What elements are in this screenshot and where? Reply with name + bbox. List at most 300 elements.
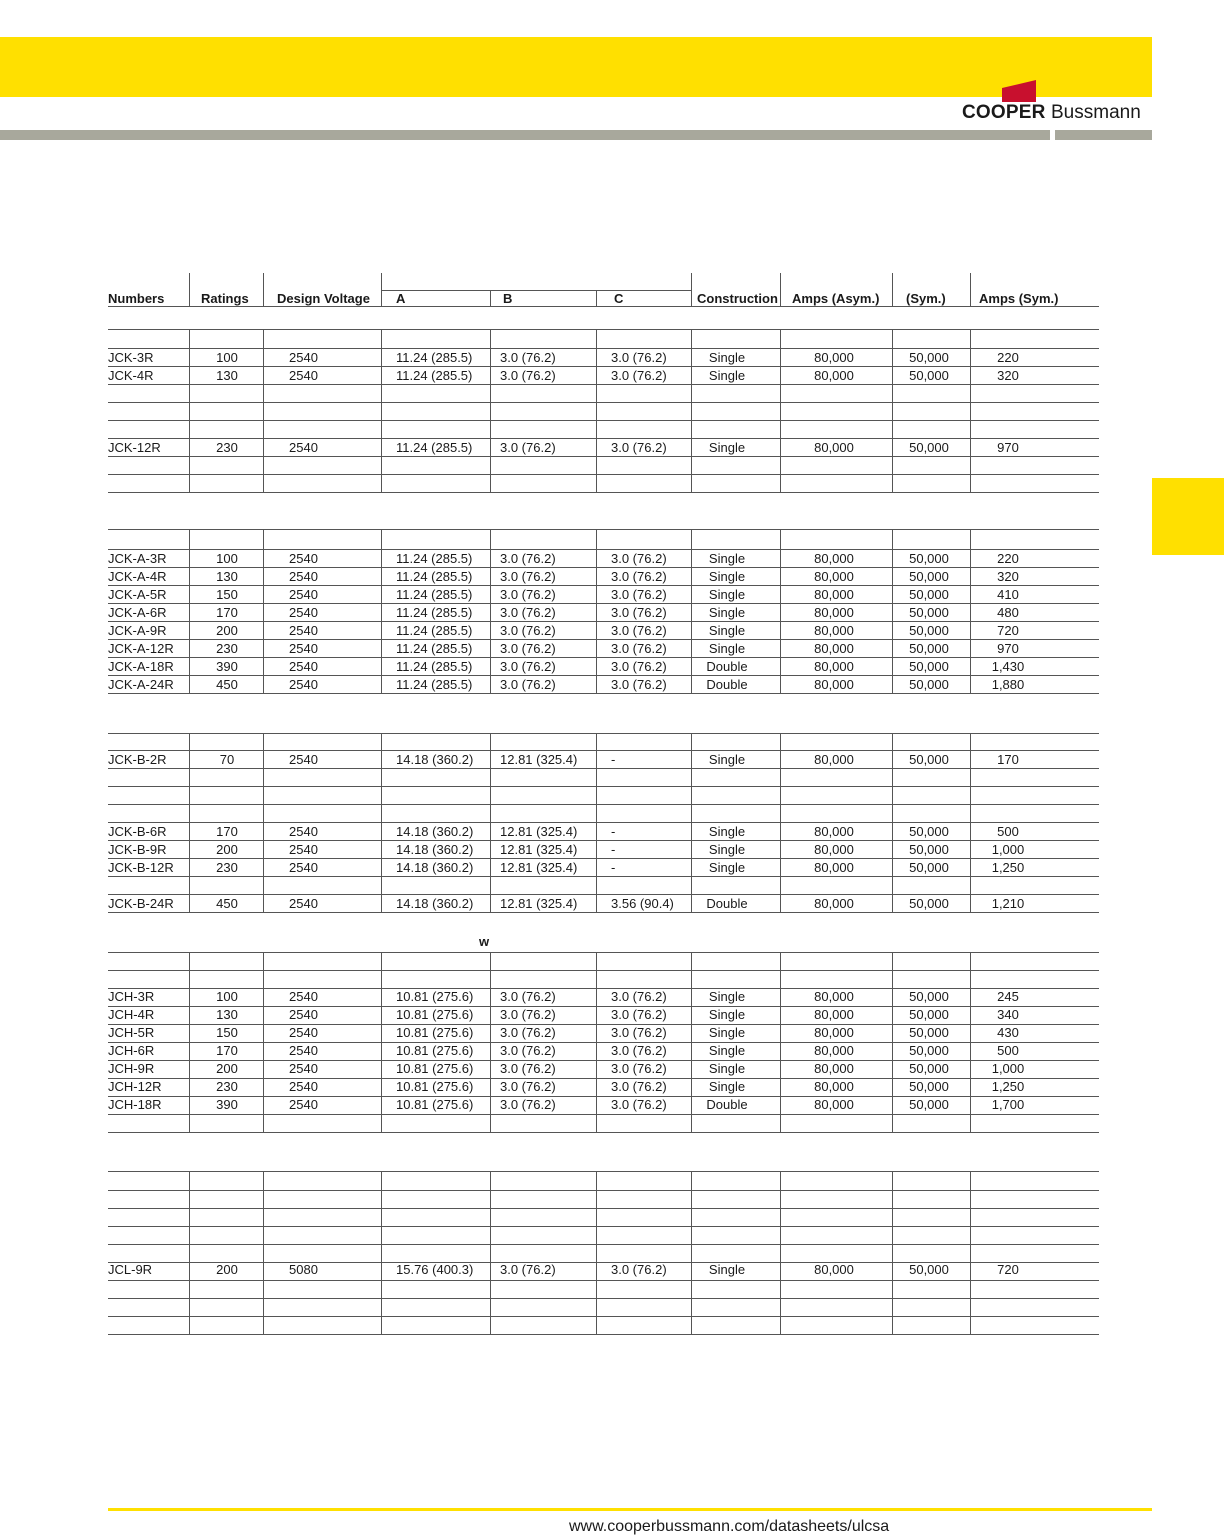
column-divider xyxy=(970,273,971,306)
ir-sym-cell: 50,000 xyxy=(909,659,949,674)
ir-asym-cell: 80,000 xyxy=(814,569,854,584)
dim-c-cell: 3.0 (76.2) xyxy=(611,989,667,1004)
dim-c-cell: - xyxy=(611,752,616,767)
construction-cell: Single xyxy=(708,440,746,455)
construction-cell: Single xyxy=(708,350,746,365)
ir-asym-cell: 80,000 xyxy=(814,824,854,839)
dim-a-cell: 11.24 (285.5) xyxy=(396,368,473,383)
ir-asym-cell: 80,000 xyxy=(814,1007,854,1022)
ir-asym-cell: 80,000 xyxy=(814,605,854,620)
dim-c-cell: 3.0 (76.2) xyxy=(611,1097,667,1112)
table-rule xyxy=(108,1190,1099,1191)
dim-b-cell: 3.0 (76.2) xyxy=(500,605,556,620)
ir-sym-cell: 50,000 xyxy=(909,989,949,1004)
dim-b-cell: 3.0 (76.2) xyxy=(500,623,556,638)
construction-cell: Single xyxy=(708,641,746,656)
i2t-value-cell: 1,000 xyxy=(991,1061,1025,1076)
dim-a-cell: 10.81 (275.6) xyxy=(396,1097,474,1112)
design-voltage-cell: 2540 xyxy=(289,659,318,674)
design-voltage-cell: 2540 xyxy=(289,605,318,620)
catalog-number-cell: JCK-3R xyxy=(108,350,154,365)
table-rule xyxy=(108,529,1099,530)
dim-b-cell: 3.0 (76.2) xyxy=(500,1007,556,1022)
ampere-rating-cell: 200 xyxy=(216,1061,238,1076)
i2t-value-cell: 320 xyxy=(997,368,1019,383)
design-voltage-cell: 2540 xyxy=(289,1025,318,1040)
ampere-rating-cell: 100 xyxy=(216,350,238,365)
table-rule xyxy=(108,840,1099,841)
column-divider xyxy=(780,1171,781,1334)
column-divider xyxy=(691,273,692,306)
ir-sym-cell: 50,000 xyxy=(909,752,949,767)
ir-sym-cell: 50,000 xyxy=(909,1079,949,1094)
dim-a-cell: 10.81 (275.6) xyxy=(396,1061,474,1076)
ampere-rating-cell: 230 xyxy=(216,641,238,656)
dim-c-cell: 3.0 (76.2) xyxy=(611,587,667,602)
table-rule xyxy=(108,438,1099,439)
ir-asym-cell: 80,000 xyxy=(814,440,854,455)
ir-sym-cell: 50,000 xyxy=(909,1262,949,1277)
table-rule xyxy=(108,402,1099,403)
dim-c-cell: 3.0 (76.2) xyxy=(611,551,667,566)
catalog-number-cell: JCH-18R xyxy=(108,1097,162,1112)
logo-bussmann-text: Bussmann xyxy=(1051,102,1141,123)
ir-sym-cell: 50,000 xyxy=(909,842,949,857)
ir-asym-cell: 80,000 xyxy=(814,989,854,1004)
dim-b-cell: 3.0 (76.2) xyxy=(500,368,556,383)
dim-b-cell: 12.81 (325.4) xyxy=(500,842,578,857)
ir-asym-cell: 80,000 xyxy=(814,1061,854,1076)
ir-asym-cell: 80,000 xyxy=(814,896,854,911)
dim-b-cell: 3.0 (76.2) xyxy=(500,569,556,584)
ir-asym-cell: 80,000 xyxy=(814,1079,854,1094)
i2t-value-cell: 500 xyxy=(997,824,1019,839)
column-divider xyxy=(490,529,491,693)
catalog-number-cell: JCK-A-18R xyxy=(108,659,174,674)
construction-cell: Single xyxy=(708,368,746,383)
ampere-rating-cell: 200 xyxy=(216,623,238,638)
ir-sym-cell: 50,000 xyxy=(909,896,949,911)
dim-c-cell: 3.56 (90.4) xyxy=(611,896,674,911)
design-voltage-cell: 2540 xyxy=(289,569,318,584)
construction-cell: Single xyxy=(708,605,746,620)
column-divider xyxy=(263,1171,264,1334)
table-rule xyxy=(108,639,1099,640)
i2t-value-cell: 220 xyxy=(997,350,1019,365)
ir-sym-cell: 50,000 xyxy=(909,1097,949,1112)
design-voltage-cell: 2540 xyxy=(289,1061,318,1076)
dim-c-cell: 3.0 (76.2) xyxy=(611,1262,667,1277)
logo-cooper-text: COOPER xyxy=(962,102,1046,123)
catalog-number-cell: JCH-3R xyxy=(108,989,155,1004)
header-construction: Construction xyxy=(697,291,778,306)
construction-cell: Single xyxy=(708,569,746,584)
construction-cell: Single xyxy=(708,860,746,875)
construction-cell: Double xyxy=(706,1097,748,1112)
dim-c-cell: - xyxy=(611,860,616,875)
ir-asym-cell: 80,000 xyxy=(814,1097,854,1112)
table-rule xyxy=(108,952,1099,953)
design-voltage-cell: 2540 xyxy=(289,350,318,365)
ir-asym-cell: 80,000 xyxy=(814,659,854,674)
dim-b-cell: 3.0 (76.2) xyxy=(500,440,556,455)
catalog-number-cell: JCK-A-3R xyxy=(108,551,167,566)
ampere-rating-cell: 100 xyxy=(216,551,238,566)
dim-c-cell: 3.0 (76.2) xyxy=(611,659,667,674)
table-rule xyxy=(108,420,1099,421)
i2t-value-cell: 970 xyxy=(997,440,1019,455)
table-rule xyxy=(108,1280,1099,1281)
table-rule xyxy=(108,585,1099,586)
column-divider xyxy=(691,1171,692,1334)
column-divider xyxy=(596,733,597,912)
dim-c-cell: 3.0 (76.2) xyxy=(611,623,667,638)
i2t-value-cell: 340 xyxy=(997,1007,1019,1022)
column-divider xyxy=(490,952,491,1132)
column-divider xyxy=(970,1171,971,1334)
column-divider xyxy=(490,290,491,306)
design-voltage-cell: 2540 xyxy=(289,860,318,875)
dim-b-cell: 3.0 (76.2) xyxy=(500,1061,556,1076)
i2t-value-cell: 220 xyxy=(997,551,1019,566)
dim-a-cell: 10.81 (275.6) xyxy=(396,989,474,1004)
design-voltage-cell: 2540 xyxy=(289,1079,318,1094)
construction-cell: Single xyxy=(708,1025,746,1040)
ampere-rating-cell: 200 xyxy=(216,1262,238,1277)
dim-b-cell: 12.81 (325.4) xyxy=(500,752,578,767)
ir-sym-cell: 50,000 xyxy=(909,641,949,656)
design-voltage-cell: 2540 xyxy=(289,587,318,602)
dim-a-cell: 10.81 (275.6) xyxy=(396,1007,474,1022)
ampere-rating-cell: 230 xyxy=(216,440,238,455)
table-rule xyxy=(108,786,1099,787)
ir-sym-cell: 50,000 xyxy=(909,605,949,620)
construction-cell: Single xyxy=(708,1061,746,1076)
i2t-value-cell: 320 xyxy=(997,569,1019,584)
ir-asym-cell: 80,000 xyxy=(814,551,854,566)
ir-sym-cell: 50,000 xyxy=(909,677,949,692)
ir-asym-cell: 80,000 xyxy=(814,350,854,365)
ir-asym-cell: 80,000 xyxy=(814,677,854,692)
dim-c-cell: - xyxy=(611,842,616,857)
ir-sym-cell: 50,000 xyxy=(909,1025,949,1040)
construction-cell: Single xyxy=(708,551,746,566)
design-voltage-cell: 2540 xyxy=(289,677,318,692)
ampere-rating-cell: 450 xyxy=(216,896,238,911)
ir-sym-cell: 50,000 xyxy=(909,551,949,566)
ampere-rating-cell: 390 xyxy=(216,659,238,674)
dim-a-cell: 10.81 (275.6) xyxy=(396,1043,474,1058)
ir-asym-cell: 80,000 xyxy=(814,368,854,383)
ampere-rating-cell: 130 xyxy=(216,1007,238,1022)
design-voltage-cell: 2540 xyxy=(289,551,318,566)
i2t-value-cell: 410 xyxy=(997,587,1019,602)
ir-asym-cell: 80,000 xyxy=(814,587,854,602)
dim-a-cell: 10.81 (275.6) xyxy=(396,1079,474,1094)
construction-cell: Single xyxy=(708,1262,746,1277)
table-rule xyxy=(108,912,1099,913)
i2t-value-cell: 720 xyxy=(997,623,1019,638)
dim-b-cell: 3.0 (76.2) xyxy=(500,551,556,566)
ampere-rating-cell: 170 xyxy=(216,824,238,839)
catalog-number-cell: JCK-B-24R xyxy=(108,896,174,911)
ampere-rating-cell: 130 xyxy=(216,569,238,584)
catalog-number-cell: JCK-A-12R xyxy=(108,641,174,656)
ir-sym-cell: 50,000 xyxy=(909,440,949,455)
i2t-value-cell: 1,700 xyxy=(991,1097,1025,1112)
ir-asym-cell: 80,000 xyxy=(814,842,854,857)
column-divider xyxy=(490,733,491,912)
ir-asym-cell: 80,000 xyxy=(814,860,854,875)
catalog-number-cell: JCK-A-9R xyxy=(108,623,167,638)
table-rule xyxy=(108,603,1099,604)
header-amps-asym: Amps (Asym.) xyxy=(792,291,880,306)
dim-c-cell: 3.0 (76.2) xyxy=(611,1061,667,1076)
column-divider xyxy=(189,1171,190,1334)
dim-a-cell: 14.18 (360.2) xyxy=(396,752,474,767)
table-rule xyxy=(108,456,1099,457)
design-voltage-cell: 2540 xyxy=(289,752,318,767)
i2t-value-cell: 720 xyxy=(997,1262,1019,1277)
design-voltage-cell: 2540 xyxy=(289,842,318,857)
column-divider xyxy=(263,273,264,306)
dim-b-cell: 3.0 (76.2) xyxy=(500,1262,556,1277)
ir-sym-cell: 50,000 xyxy=(909,623,949,638)
design-voltage-cell: 2540 xyxy=(289,1007,318,1022)
dim-a-cell: 14.18 (360.2) xyxy=(396,896,474,911)
dim-c-cell: 3.0 (76.2) xyxy=(611,1043,667,1058)
dim-c-cell: 3.0 (76.2) xyxy=(611,1079,667,1094)
table-rule xyxy=(108,804,1099,805)
dim-b-cell: 3.0 (76.2) xyxy=(500,989,556,1004)
header-a: A xyxy=(396,291,406,306)
catalog-number-cell: JCK-A-6R xyxy=(108,605,167,620)
table-rule xyxy=(108,876,1099,877)
catalog-number-cell: JCH-5R xyxy=(108,1025,155,1040)
table-rule xyxy=(108,366,1099,367)
column-divider xyxy=(596,329,597,492)
construction-cell: Double xyxy=(706,677,748,692)
ir-sym-cell: 50,000 xyxy=(909,860,949,875)
table-rule xyxy=(108,549,1099,550)
ir-sym-cell: 50,000 xyxy=(909,824,949,839)
dim-c-cell: 3.0 (76.2) xyxy=(611,677,667,692)
i2t-value-cell: 1,210 xyxy=(991,896,1025,911)
ampere-rating-cell: 70 xyxy=(219,752,235,767)
ir-asym-cell: 80,000 xyxy=(814,1262,854,1277)
dim-c-cell: 3.0 (76.2) xyxy=(611,350,667,365)
table-rule xyxy=(108,858,1099,859)
catalog-number-cell: JCH-12R xyxy=(108,1079,162,1094)
dim-a-cell: 11.24 (285.5) xyxy=(396,587,473,602)
header-sym: (Sym.) xyxy=(906,291,946,306)
ir-asym-cell: 80,000 xyxy=(814,641,854,656)
column-divider xyxy=(381,273,382,306)
table-rule xyxy=(108,1132,1099,1133)
design-voltage-cell: 5080 xyxy=(289,1262,318,1277)
table-rule xyxy=(108,657,1099,658)
catalog-number-cell: JCK-A-24R xyxy=(108,677,174,692)
footer-yellow-rule xyxy=(108,1508,1152,1511)
construction-cell: Single xyxy=(708,989,746,1004)
dim-a-cell: 11.24 (285.5) xyxy=(396,605,473,620)
column-divider xyxy=(892,1171,893,1334)
table-rule xyxy=(108,894,1099,895)
column-divider xyxy=(596,290,597,306)
dim-a-cell: 11.24 (285.5) xyxy=(396,641,473,656)
catalog-number-cell: JCK-B-2R xyxy=(108,752,167,767)
ir-asym-cell: 80,000 xyxy=(814,623,854,638)
dim-a-cell: 11.24 (285.5) xyxy=(396,659,473,674)
header-ratings: Ratings xyxy=(201,291,249,306)
construction-cell: Double xyxy=(706,896,748,911)
ampere-rating-cell: 130 xyxy=(216,368,238,383)
dim-c-cell: 3.0 (76.2) xyxy=(611,569,667,584)
i2t-value-cell: 430 xyxy=(997,1025,1019,1040)
i2t-value-cell: 1,250 xyxy=(991,860,1025,875)
ir-sym-cell: 50,000 xyxy=(909,569,949,584)
column-divider xyxy=(490,1171,491,1334)
catalog-number-cell: JCK-12R xyxy=(108,440,161,455)
header-c: C xyxy=(614,291,624,306)
dim-a-cell: 10.81 (275.6) xyxy=(396,1025,474,1040)
catalog-number-cell: JCH-4R xyxy=(108,1007,155,1022)
design-voltage-cell: 2540 xyxy=(289,641,318,656)
ampere-rating-cell: 170 xyxy=(216,1043,238,1058)
table-rule xyxy=(108,822,1099,823)
dim-b-cell: 3.0 (76.2) xyxy=(500,659,556,674)
dim-a-cell: 11.24 (285.5) xyxy=(396,623,473,638)
table-rule xyxy=(108,768,1099,769)
ir-sym-cell: 50,000 xyxy=(909,1007,949,1022)
i2t-value-cell: 170 xyxy=(997,752,1019,767)
construction-cell: Single xyxy=(708,1007,746,1022)
dim-a-cell: 14.18 (360.2) xyxy=(396,824,474,839)
table-rule xyxy=(108,750,1099,751)
construction-cell: Single xyxy=(708,842,746,857)
header-numbers: Numbers xyxy=(108,291,165,306)
table-rule xyxy=(108,621,1099,622)
ampere-rating-cell: 150 xyxy=(216,1025,238,1040)
ampere-rating-cell: 230 xyxy=(216,860,238,875)
table-rule xyxy=(108,384,1099,385)
ampere-rating-cell: 390 xyxy=(216,1097,238,1112)
design-voltage-cell: 2540 xyxy=(289,896,318,911)
table-rule xyxy=(108,1208,1099,1209)
dim-b-cell: 3.0 (76.2) xyxy=(500,587,556,602)
header-rule xyxy=(108,306,1099,307)
design-voltage-cell: 2540 xyxy=(289,1097,318,1112)
catalog-number-cell: JCK-4R xyxy=(108,368,154,383)
dim-b-cell: 3.0 (76.2) xyxy=(500,1079,556,1094)
column-divider xyxy=(381,329,382,492)
table-rule xyxy=(108,1226,1099,1227)
dim-c-cell: 3.0 (76.2) xyxy=(611,368,667,383)
column-divider xyxy=(490,329,491,492)
i2t-value-cell: 480 xyxy=(997,605,1019,620)
construction-cell: Double xyxy=(706,659,748,674)
i2t-value-cell: 245 xyxy=(997,989,1019,1004)
i2t-value-cell: 970 xyxy=(997,641,1019,656)
ir-asym-cell: 80,000 xyxy=(814,1043,854,1058)
dim-a-cell: 15.76 (400.3) xyxy=(396,1262,474,1277)
column-divider xyxy=(189,273,190,306)
table-rule xyxy=(108,1316,1099,1317)
ir-sym-cell: 50,000 xyxy=(909,587,949,602)
ampere-rating-cell: 150 xyxy=(216,587,238,602)
column-divider xyxy=(780,273,781,306)
ir-sym-cell: 50,000 xyxy=(909,1043,949,1058)
table-rule xyxy=(108,567,1099,568)
dim-a-cell: 14.18 (360.2) xyxy=(396,842,474,857)
column-divider xyxy=(381,1171,382,1334)
table-rule xyxy=(108,329,1099,330)
dim-c-cell: 3.0 (76.2) xyxy=(611,605,667,620)
construction-cell: Single xyxy=(708,1079,746,1094)
ampere-rating-cell: 450 xyxy=(216,677,238,692)
column-divider xyxy=(596,529,597,693)
i2t-value-cell: 500 xyxy=(997,1043,1019,1058)
ampere-rating-cell: 170 xyxy=(216,605,238,620)
i2t-value-cell: 1,250 xyxy=(991,1079,1025,1094)
catalog-number-cell: JCK-A-5R xyxy=(108,587,167,602)
ampere-rating-cell: 230 xyxy=(216,1079,238,1094)
construction-cell: Single xyxy=(708,1043,746,1058)
dim-a-cell: 11.24 (285.5) xyxy=(396,569,473,584)
dim-b-cell: 3.0 (76.2) xyxy=(500,1097,556,1112)
header-design-voltage: Design Voltage xyxy=(277,291,370,306)
dim-b-cell: 3.0 (76.2) xyxy=(500,1025,556,1040)
table-rule xyxy=(108,1171,1099,1172)
construction-cell: Single xyxy=(708,587,746,602)
i2t-value-cell: 1,000 xyxy=(991,842,1025,857)
table-rule xyxy=(108,474,1099,475)
dim-a-cell: 11.24 (285.5) xyxy=(396,440,473,455)
header-amps-sym: Amps (Sym.) xyxy=(979,291,1059,306)
table-rule xyxy=(108,693,1099,694)
catalog-number-cell: JCK-B-6R xyxy=(108,824,167,839)
i2t-value-cell: 1,430 xyxy=(991,659,1025,674)
table-rule xyxy=(108,492,1099,493)
dim-c-cell: 3.0 (76.2) xyxy=(611,1025,667,1040)
footer-url-link[interactable]: www.cooperbussmann.com/datasheets/ulcsa xyxy=(569,1518,890,1535)
design-voltage-cell: 2540 xyxy=(289,440,318,455)
ir-sym-cell: 50,000 xyxy=(909,1061,949,1076)
table-rule xyxy=(108,970,1099,971)
dim-b-cell: 12.81 (325.4) xyxy=(500,860,578,875)
section-mark: w xyxy=(479,934,490,949)
dim-c-cell: 3.0 (76.2) xyxy=(611,440,667,455)
ir-sym-cell: 50,000 xyxy=(909,350,949,365)
catalog-number-cell: JCK-B-12R xyxy=(108,860,174,875)
ir-asym-cell: 80,000 xyxy=(814,752,854,767)
catalog-number-cell: JCH-6R xyxy=(108,1043,155,1058)
dim-b-cell: 12.81 (325.4) xyxy=(500,896,578,911)
dim-c-cell: 3.0 (76.2) xyxy=(611,641,667,656)
column-divider xyxy=(596,1171,597,1334)
dim-c-cell: 3.0 (76.2) xyxy=(611,1007,667,1022)
dim-a-cell: 11.24 (285.5) xyxy=(396,350,473,365)
dim-b-cell: 3.0 (76.2) xyxy=(500,350,556,365)
column-divider xyxy=(381,733,382,912)
design-voltage-cell: 2540 xyxy=(289,989,318,1004)
dim-b-cell: 12.81 (325.4) xyxy=(500,824,578,839)
dim-b-cell: 3.0 (76.2) xyxy=(500,641,556,656)
construction-cell: Single xyxy=(708,752,746,767)
design-voltage-cell: 2540 xyxy=(289,368,318,383)
header-b: B xyxy=(503,291,513,306)
dimension-group-rule xyxy=(381,290,691,291)
